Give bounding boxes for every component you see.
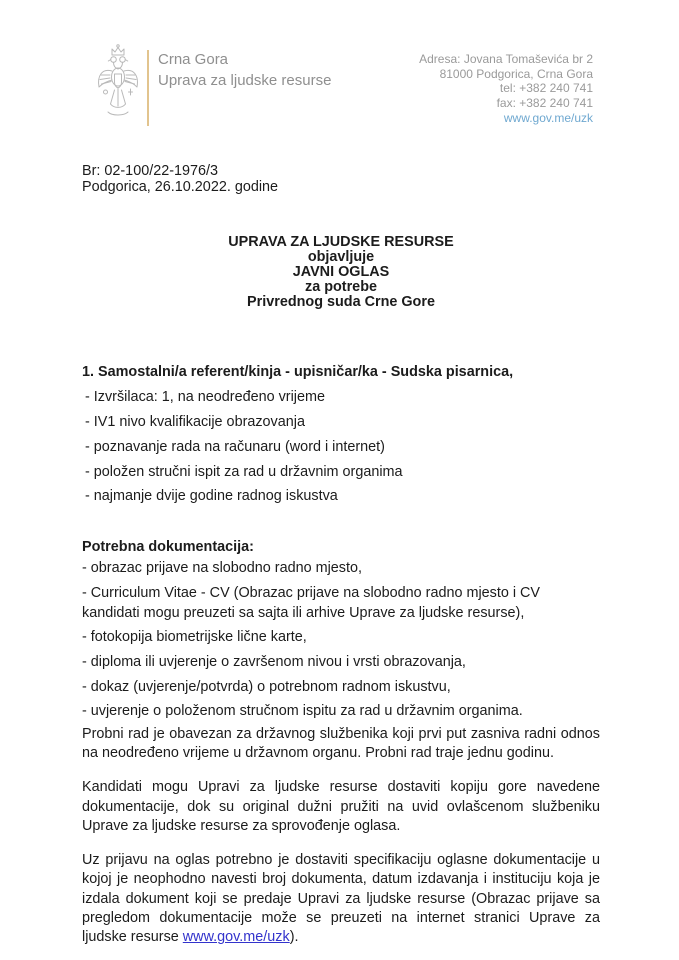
announcement-title [82,235,600,310]
documentation-heading: Potrebna dokumentacija: [82,538,254,555]
org-country: Crna Gora [158,51,229,68]
requirement-item: - IV1 nivo kvalifikacije obrazovanja [85,414,305,431]
documentation-item: - Curriculum Vitae - CV (Obrazac prijave na slobodno radno mjesto i CV kandidati mogu preuzeti sa sajta ili arhive Uprave za ljudske resurse), [82,584,541,621]
requirement-item: - poznavanje rada na računaru (word i internet) [85,438,385,455]
requirement-item: - Izvršilaca: 1, na neodređeno vrijeme [85,389,325,406]
documentation-item: - obrazac prijave na slobodno radno mjesto, [82,560,362,577]
specification-closing: ). [289,929,299,946]
requirement-item: - položen stručni ispit za rad u državnim organima [85,463,403,480]
requirement-item: - najmanje dvije godine radnog iskustva [85,488,338,505]
address-block [419,52,593,125]
reference-number: Br: 02-100/22-1976/3 [82,163,219,179]
organization-name [158,49,331,91]
reference-block [82,163,600,195]
paragraph-probation: Probni rad je obavezan za državnog službenika koji prvi put zasniva radni odnos na neodređeno vrijeme u državnom organu. Probni rad traje jednu godinu. [82,725,600,762]
coat-of-arms-logo [94,44,142,126]
address-line-fax: fax: +382 240 741 [496,95,593,110]
title-line-court: Privrednog suda Crne Gore [247,294,435,311]
paragraph-specification [82,851,600,948]
position-heading: 1. Samostalni/a referent/kinja - upisničar/ka - Sudska pisarnica, [82,364,514,381]
org-department: Uprava za ljudske resurse [158,72,332,89]
title-line-publishes: objavljuje [307,249,375,266]
address-line-tel: tel: +382 240 741 [499,81,593,96]
website-link[interactable]: www.gov.me/uzk [182,929,290,946]
title-line-authority: UPRAVA ZA LJUDSKE RESURSE [228,234,454,250]
header-separator [147,50,149,126]
place-and-date: Podgorica, 26.10.2022. godine [82,179,279,195]
documentation-item: - diploma ili uvjerenje o završenom nivou i vrsti obrazovanja, [82,653,466,670]
specification-text: Uz prijavu na oglas potrebno je dostaviti specifikaciju oglasne dokumentacije u kojoj je neophodno navesti broj dokumenta, datum izdavanja i instituciju koja je izdala dokument koji se predaje Upravi za ljudske resurse (Obrazac prijave sa pregledom dokumentacije može se preuzeti na internet stranici Uprave za ljudske resurse [82,851,600,946]
address-line-street: Adresa: Jovana Tomaševića br 2 [419,52,593,66]
documentation-item: - uvjerenje o položenom stručnom ispitu za rad u državnim organima. [82,703,523,720]
paragraph-copies: Kandidati mogu Upravi za ljudske resurse dostaviti kopiju gore navedene dokumentacije, dok su original dužni pružiti na uvid ovlašcenom službeniku Uprave za ljudske resurse za sprovođenje oglasa. [82,779,600,834]
title-line-public-call: JAVNI OGLAS [292,264,390,281]
documentation-item: - fotokopija biometrijske lične karte, [82,629,307,646]
document-body [82,163,600,960]
header-website: www.gov.me/uzk [503,110,593,125]
address-line-city: 81000 Podgorica, Crna Gora [439,66,593,81]
documentation-item: - dokaz (uvjerenje/potvrda) o potrebnom radnom iskustvu, [82,678,451,695]
title-line-for-needs: za potrebe [305,279,377,296]
